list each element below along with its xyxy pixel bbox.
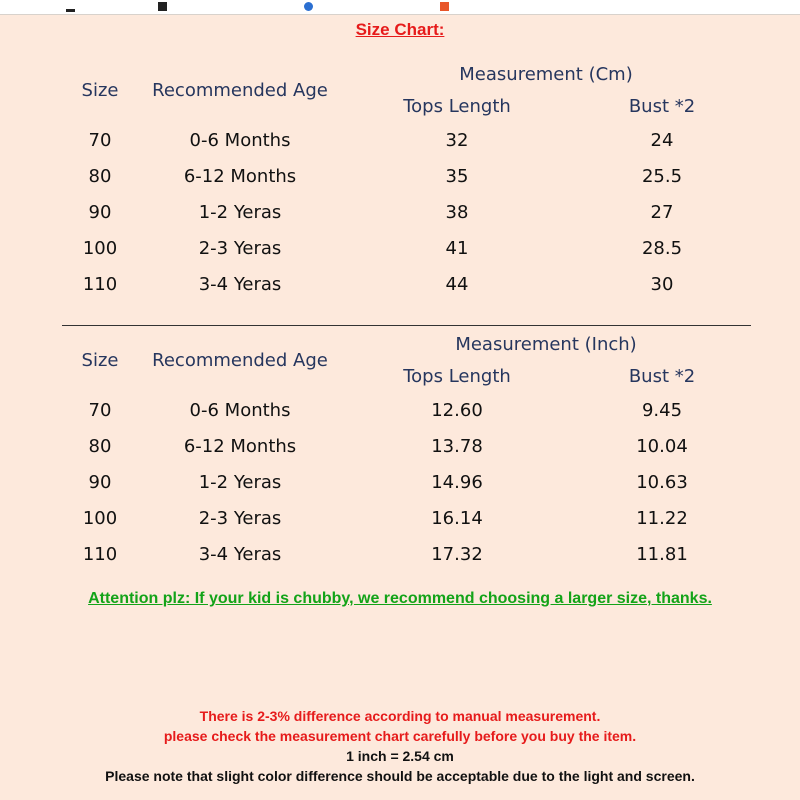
cell-size: 90	[88, 472, 112, 493]
difference-note: There is 2-3% difference according to manual measurement.	[199, 708, 601, 724]
cell-bust: 24	[650, 130, 674, 151]
size-chart-title: Size Chart:	[355, 20, 445, 39]
cell-size: 110	[82, 544, 118, 565]
cell-tops-length: 35	[445, 166, 469, 187]
bookmark-icon[interactable]	[66, 9, 75, 12]
cell-tops-length: 44	[445, 274, 469, 295]
cell-size: 80	[88, 436, 112, 457]
header-recommended-age: Recommended Age	[152, 80, 328, 101]
cell-age: 6-12 Months	[183, 166, 297, 187]
cell-tops-length: 16.14	[431, 508, 483, 529]
cell-bust: 30	[650, 274, 674, 295]
cell-age: 3-4 Yeras	[198, 274, 282, 295]
header-size: Size	[81, 80, 119, 101]
color-note: Please note that slight color difference should be acceptable due to the light and screen.	[105, 768, 695, 784]
cell-age: 1-2 Yeras	[198, 472, 282, 493]
cell-size: 100	[82, 238, 118, 259]
cell-age: 0-6 Months	[189, 130, 291, 151]
cell-age: 3-4 Yeras	[198, 544, 282, 565]
cell-bust: 28.5	[641, 238, 683, 259]
cell-bust: 10.63	[636, 472, 688, 493]
bookmark-icon[interactable]	[440, 2, 449, 11]
header-recommended-age: Recommended Age	[152, 350, 328, 371]
cell-size: 80	[88, 166, 112, 187]
cell-age: 6-12 Months	[183, 436, 297, 457]
bookmark-icon[interactable]	[304, 2, 313, 11]
attention-note: Attention plz: If your kid is chubby, we recommend choosing a larger size, thanks.	[88, 590, 712, 607]
cell-age: 0-6 Months	[189, 400, 291, 421]
header-measurement-group: Measurement (Inch)	[455, 334, 637, 355]
cell-age: 2-3 Yeras	[198, 238, 282, 259]
cell-age: 2-3 Yeras	[198, 508, 282, 529]
cell-size: 70	[88, 130, 112, 151]
cell-size: 100	[82, 508, 118, 529]
cell-tops-length: 32	[445, 130, 469, 151]
browser-bookmarks-bar	[0, 0, 800, 15]
cell-tops-length: 41	[445, 238, 469, 259]
cell-bust: 11.22	[636, 508, 688, 529]
cell-bust: 25.5	[641, 166, 683, 187]
header-bust: Bust *2	[628, 366, 696, 387]
cell-age: 1-2 Yeras	[198, 202, 282, 223]
cell-bust: 10.04	[636, 436, 688, 457]
bookmark-icon[interactable]	[158, 2, 167, 11]
header-tops-length: Tops Length	[403, 366, 511, 387]
cell-tops-length: 12.60	[431, 400, 483, 421]
cell-tops-length: 38	[445, 202, 469, 223]
header-size: Size	[81, 350, 119, 371]
check-note: please check the measurement chart carefully before you buy the item.	[163, 728, 637, 744]
cell-bust: 9.45	[641, 400, 683, 421]
header-bust: Bust *2	[628, 96, 696, 117]
cell-tops-length: 14.96	[431, 472, 483, 493]
cell-bust: 27	[650, 202, 674, 223]
header-measurement-group: Measurement (Cm)	[459, 64, 633, 85]
cell-size: 110	[82, 274, 118, 295]
cell-size: 90	[88, 202, 112, 223]
cell-tops-length: 17.32	[431, 544, 483, 565]
conversion-note: 1 inch = 2.54 cm	[346, 748, 454, 764]
header-tops-length: Tops Length	[403, 96, 511, 117]
table-divider	[62, 325, 751, 326]
cell-size: 70	[88, 400, 112, 421]
cell-bust: 11.81	[636, 544, 688, 565]
cell-tops-length: 13.78	[431, 436, 483, 457]
